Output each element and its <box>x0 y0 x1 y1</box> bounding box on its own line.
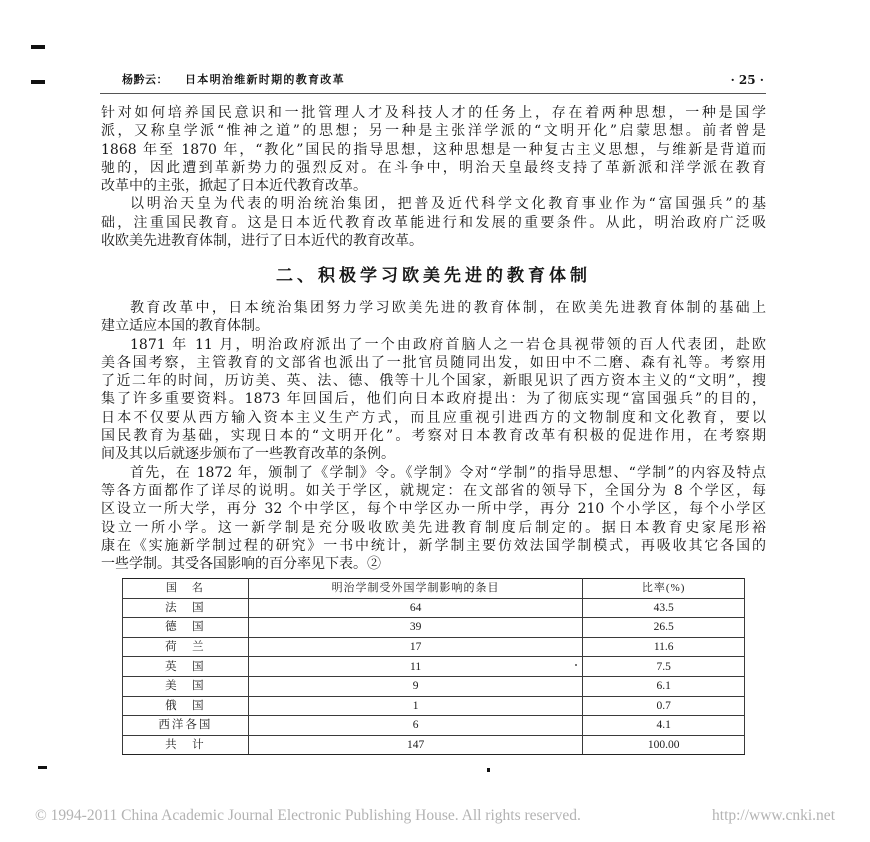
text-line: 集了许多重要资料。1873 年回国后，他们向日本政府提出：为了彻底实现“富国强兵”的目的， <box>101 391 766 408</box>
text-line: 收欧美先进教育体制，进行了日本近代的教育改革。 <box>101 233 423 250</box>
table-cell-percent: 100.00 <box>583 735 745 755</box>
table-cell-count: 1 <box>248 696 583 716</box>
text-line: 了近二年的时间，历访美、英、法、德、俄等十儿个国家，新眼见识了西方资本主义的“文明”，搜 <box>101 373 766 390</box>
section-heading: 二、积极学习欧美先进的教育体制 <box>276 266 591 286</box>
table-cell-country: 英 国 <box>123 657 249 677</box>
table-cell-percent: 4.1 <box>583 716 745 736</box>
text-line: 派，又称皇学派“惟神之道”的思想；另一种是主张洋学派的“文明开化”启蒙思想。前者曾是 <box>101 123 766 140</box>
table-cell-percent: 0.7 <box>583 696 745 716</box>
paragraph <box>101 299 766 336</box>
paragraph <box>101 104 766 195</box>
table-header-cell: 明治学制受外国学制影响的条目 <box>248 579 583 599</box>
table-row <box>123 676 745 696</box>
text-line: 1871 年 11 月，明治政府派出了一个由政府首脑人之一岩仓具视带领的百人代表团，赴欧 <box>130 336 766 353</box>
table-cell-percent: 7.5 <box>583 657 745 677</box>
text-line: 改革中的主张，掀起了日本近代教育改革。 <box>101 178 367 195</box>
influence-table <box>122 578 745 755</box>
text-line: 教育改革中，日本统治集团努力学习欧美先进的教育体制，在欧美先进教育体制的基础上 <box>130 300 766 316</box>
paragraph <box>101 336 766 464</box>
table-row <box>123 696 745 716</box>
table-total-row <box>123 735 745 755</box>
table-cell-count: 64 <box>248 598 583 618</box>
text-line: 区设立一所大学，再分 32 个中学区，每个中学区办一所中学，再分 210 个小学区，每个小学区 <box>101 501 766 518</box>
table-cell-percent: 11.6 <box>583 637 745 657</box>
table-header-cell: 比率(%) <box>583 579 745 599</box>
text-line: 设立一所小学。这一新学制是充分吸收欧美先进教育制度后制定的。据日本教育史家尾形裕 <box>101 519 766 536</box>
table-row <box>123 716 745 736</box>
text-line: 针对如何培养国民意识和一批管理人才及科技人才的任务上，存在着两种思想，一种是国学 <box>101 105 766 121</box>
table-cell-count: 147 <box>248 735 583 755</box>
text-line: 美各国考察，主管教育的文部省也派出了一批官员随同出发，如田中不二磨、森有礼等。考察用 <box>101 354 766 371</box>
header-rule <box>100 93 766 94</box>
table-row <box>123 637 745 657</box>
text-line: 建立适应本国的教育体制。 <box>101 318 269 335</box>
scan-mark <box>38 766 47 769</box>
table-cell-country: 俄 国 <box>123 696 249 716</box>
running-header-author: 杨黔云： <box>122 73 168 86</box>
table-cell-country: 荷 兰 <box>123 637 249 657</box>
text-line: 间及其以后就逐步颁布了一些教育改革的条例。 <box>101 446 395 463</box>
table-cell-percent: 43.5 <box>583 598 745 618</box>
scan-mark <box>31 80 45 84</box>
running-header-title: 日本明治维新时期的教育改革 <box>185 73 345 86</box>
table-cell-country: 西洋各国 <box>123 716 249 736</box>
table-cell-count: 11 <box>248 657 583 677</box>
table-cell-country: 法 国 <box>123 598 249 618</box>
body-column-top <box>101 104 766 250</box>
table-row <box>123 598 745 618</box>
table-cell-country: 共 计 <box>123 735 249 755</box>
table-cell-country: 美 国 <box>123 676 249 696</box>
text-line: 国民教育为基础，实现日本的“文明开化”。考察对日本教育改革有积极的促进作用，在考察期 <box>101 428 766 445</box>
text-line: 首先，在 1872 年，颁制了《学制》令。《学制》令对“学制”的指导思想、“学制”的内容及特点 <box>130 464 766 481</box>
table-cell-count: 39 <box>248 618 583 638</box>
scan-mark <box>31 45 45 49</box>
table-row <box>123 618 745 638</box>
text-line: 以明治天皇为代表的明治统治集团，把普及近代科学文化教育事业作为“富国强兵”的基 <box>130 196 766 213</box>
table-cell-percent: 6.1 <box>583 676 745 696</box>
page-number: · 25 · <box>730 73 764 87</box>
table-cell-country: 德 国 <box>123 618 249 638</box>
paragraph <box>101 464 766 574</box>
body-column-bottom <box>101 299 766 573</box>
table-cell-count: 9 <box>248 676 583 696</box>
text-line: 一些学制。其受各国影响的百分率见下表。② <box>101 556 381 573</box>
footer-url: http://www.cnki.net <box>712 807 835 824</box>
text-line: 1868 年至 1870 年，“教化”国民的指导思想，这种思想是一种复古主义思想，与维新是背道而 <box>101 141 766 158</box>
text-line: 等各方面都作了详尽的说明。如关于学区，就规定：在文部省的领导下，全国分为 8 个学区，每 <box>101 482 766 499</box>
text-line: 康在《实施新学制过程的研究》一书中统计，新学制主要仿效法国学制模式，再吸收其它各国的 <box>101 537 766 554</box>
table-header-cell: 国 名 <box>123 579 249 599</box>
table-cell-percent: 26.5 <box>583 618 745 638</box>
table-header-row <box>123 579 745 599</box>
table-row <box>123 657 745 677</box>
text-line: 础，注重国民教育。这是日本近代教育改革能进行和发展的重要条件。从此，明治政府广泛吸 <box>101 214 766 231</box>
table-cell-count: 17 <box>248 637 583 657</box>
copyright-notice: © 1994-2011 China Academic Journal Electronic Publishing House. All rights reserved. <box>35 807 581 824</box>
text-line: 驰的，因此遭到革新势力的强烈反对。在斗争中，明治天皇最终支持了革新派和洋学派在教育 <box>101 159 766 176</box>
table-cell-count: 6 <box>248 716 583 736</box>
scan-mark <box>487 768 490 772</box>
text-line: 日本不仅要从西方输入资本主义生产方式，而且应重视引进西方的文物制度和文化教育，要以 <box>101 409 766 426</box>
paragraph <box>101 195 766 250</box>
